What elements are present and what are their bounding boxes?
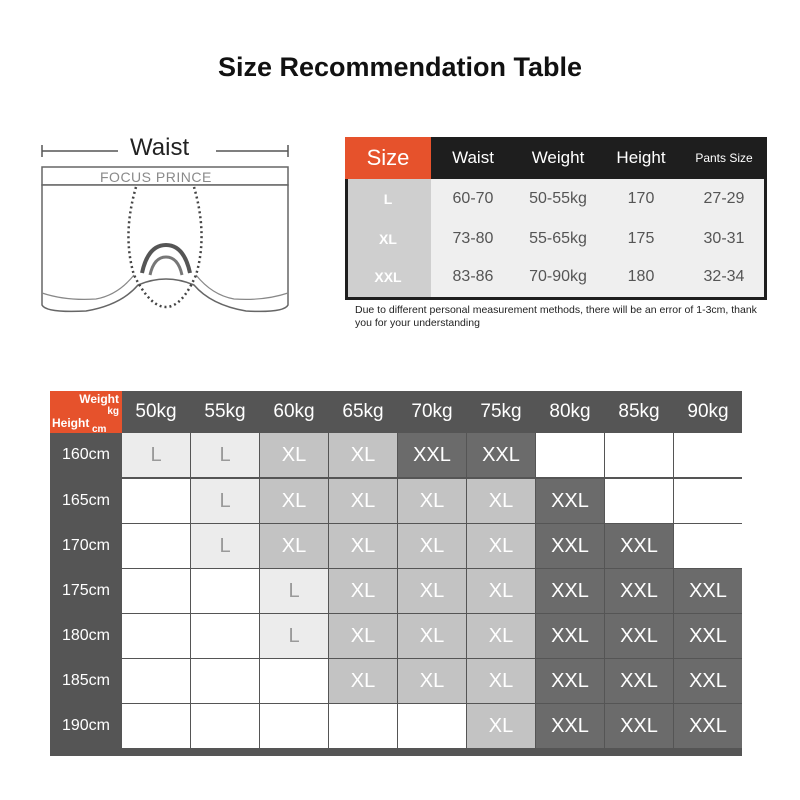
header-height: Height <box>616 148 666 167</box>
size-cell: XXL <box>536 569 604 613</box>
waist-value: 73-80 <box>452 230 494 247</box>
boxer-briefs-image <box>26 135 306 345</box>
size-cell <box>260 659 328 703</box>
waist-value: 60-70 <box>452 190 494 207</box>
size-cell <box>122 704 190 748</box>
size-cell: XL <box>467 659 535 703</box>
header-size: Size <box>345 137 431 179</box>
height-row-header: 160cm <box>61 446 111 463</box>
size-cell: XXL <box>536 524 604 568</box>
size-cell: XL <box>467 614 535 658</box>
weight-value: 70-90kg <box>529 268 587 285</box>
corner-height-label: Height <box>52 416 90 430</box>
size-cell <box>605 479 673 523</box>
weight-column-header: 60kg <box>273 401 315 422</box>
height-value: 180 <box>627 268 655 285</box>
size-cell: L <box>191 524 259 568</box>
size-row-label: XL <box>379 231 397 247</box>
size-cell: L <box>260 614 328 658</box>
weight-column-header: 90kg <box>687 401 729 422</box>
pants-size-value: 27-29 <box>703 190 745 207</box>
height-value: 175 <box>627 230 655 247</box>
size-cell <box>122 524 190 568</box>
size-cell: XXL <box>605 524 673 568</box>
size-cell: XXL <box>605 569 673 613</box>
size-cell <box>329 704 397 748</box>
corner-weight-label: Weight <box>79 392 119 406</box>
size-cell <box>674 433 742 477</box>
height-row-header: 175cm <box>61 582 111 599</box>
waist-label: Waist <box>130 134 190 161</box>
height-row-header: 180cm <box>61 627 111 644</box>
size-cell: XXL <box>674 614 742 658</box>
size-cell: XL <box>260 479 328 523</box>
corner-cm-label: cm <box>92 424 107 435</box>
size-cell: XL <box>260 524 328 568</box>
size-table <box>345 137 767 300</box>
brand-text: FOCUS PRINCE <box>100 169 212 185</box>
weight-value: 50-55kg <box>529 190 587 207</box>
size-cell: XXL <box>605 704 673 748</box>
size-cell: XL <box>260 433 328 477</box>
weight-column-header: 80kg <box>549 401 591 422</box>
header-weight: Weight <box>531 148 585 167</box>
size-cell: L <box>191 479 259 523</box>
page-title: Size Recommendation Table <box>217 52 583 82</box>
size-cell: XL <box>398 479 466 523</box>
size-cell <box>260 704 328 748</box>
size-cell: XL <box>329 433 397 477</box>
size-cell <box>122 569 190 613</box>
weight-column-header: 50kg <box>135 401 177 422</box>
pants-size-value: 30-31 <box>703 230 745 247</box>
size-cell: XXL <box>536 704 604 748</box>
size-cell: XXL <box>674 569 742 613</box>
size-cell: L <box>122 433 190 477</box>
size-cell: XL <box>329 569 397 613</box>
size-cell <box>191 659 259 703</box>
size-cell: XL <box>329 524 397 568</box>
size-cell: XL <box>398 659 466 703</box>
size-cell: XL <box>467 704 535 748</box>
size-cell: XXL <box>674 704 742 748</box>
size-cell <box>398 704 466 748</box>
weight-value: 55-65kg <box>529 230 587 247</box>
size-cell: XXL <box>398 433 466 477</box>
size-cell: L <box>191 433 259 477</box>
size-cell: XXL <box>536 659 604 703</box>
height-row-header: 165cm <box>61 492 111 509</box>
size-cell: XXL <box>605 614 673 658</box>
size-cell: XL <box>467 524 535 568</box>
height-row-header: 190cm <box>61 717 111 734</box>
size-cell <box>536 433 604 477</box>
waist-value: 83-86 <box>452 268 494 285</box>
size-cell: L <box>260 569 328 613</box>
size-cell: XL <box>467 479 535 523</box>
weight-column-header: 75kg <box>480 401 522 422</box>
height-weight-grid <box>50 391 742 756</box>
header-pants-size: Pants Size <box>695 151 753 165</box>
size-cell: XL <box>467 569 535 613</box>
size-cell: XL <box>398 524 466 568</box>
size-cell <box>605 433 673 477</box>
size-cell: XXL <box>536 479 604 523</box>
header-waist: Waist <box>452 148 494 167</box>
weight-column-header: 85kg <box>618 401 660 422</box>
corner-kg-label: kg <box>107 406 119 417</box>
size-cell: XL <box>329 659 397 703</box>
size-cell <box>191 569 259 613</box>
size-row-label: XXL <box>374 269 402 285</box>
size-cell <box>122 659 190 703</box>
size-row-label: L <box>383 191 393 207</box>
weight-column-header: 55kg <box>204 401 246 422</box>
size-cell: XL <box>398 614 466 658</box>
size-cell <box>191 704 259 748</box>
size-cell: XXL <box>605 659 673 703</box>
size-cell <box>674 524 742 568</box>
height-value: 170 <box>627 190 655 207</box>
size-cell <box>122 614 190 658</box>
size-cell: XXL <box>467 433 535 477</box>
size-cell: XXL <box>674 659 742 703</box>
size-cell <box>674 479 742 523</box>
grid-corner-header <box>50 391 122 433</box>
height-row-header: 170cm <box>61 537 111 554</box>
weight-column-header: 70kg <box>411 401 453 422</box>
measurement-note: Due to different personal measurement methods, there will be an error of 1-3cm, thank you for your understanding <box>355 304 757 329</box>
weight-column-header: 65kg <box>342 401 384 422</box>
size-cell: XL <box>329 479 397 523</box>
size-cell: XL <box>398 569 466 613</box>
size-cell <box>122 479 190 523</box>
size-cell: XL <box>329 614 397 658</box>
height-row-header: 185cm <box>61 672 111 689</box>
pants-size-value: 32-34 <box>703 268 745 285</box>
size-cell: XXL <box>536 614 604 658</box>
size-cell <box>191 614 259 658</box>
